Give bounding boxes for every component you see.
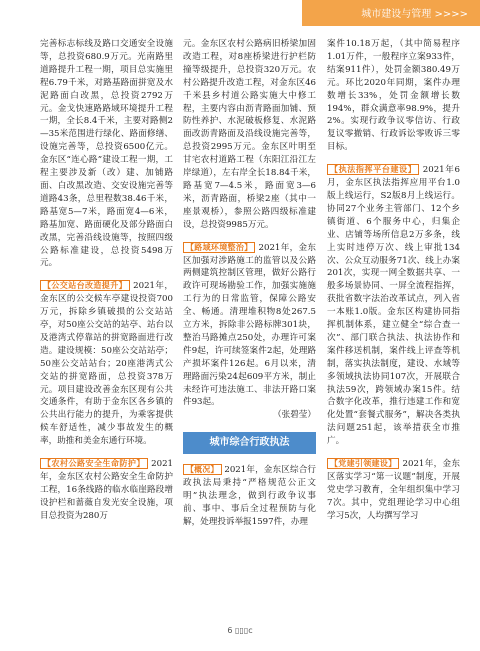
paragraph — [183, 242, 316, 410]
page-footer: 6 ▯▯▯c — [227, 626, 253, 635]
column-2 — [183, 38, 316, 529]
column-1 — [40, 38, 173, 523]
section-title: 【公交站台改造提升】 — [40, 280, 130, 291]
paragraph-text: 2021年6月，金东区执法指挥应用平台1.0版上线运行，S2版8月上线运行。协同27个业务主管部门、12个乡镇街道、6个服务中心，归集企业、店铺等场所信息2万多条，线上实时违停万次、线上审批134次、公众互动服务71次、线上办案201次，实现一网全数据共享、一般多场景协同、一屏全流程指挥，获批省数字法治改革试点，列入省一本账1.0版。金东区构建协同指挥机制体系，建立健全“综合查一次”、部门联合执法、执法协作和案件移送机制，案件线上评查等机制，落实执法制度，建设、水域等多领域执法协同107次，开展联合执法59次，跨领域办案15件。结合数字化改革，推行违建工作和宽化处置“套餐式服务”，解决各类执法问题251起，该举措获全市推广。 — [327, 165, 460, 447]
paragraph: 案件10.18万起，（其中简易程序1.01万件，一般程序立案933件，结案911件），处罚金额380.49万元。环比2020年同期，案件办理数增长33%，处罚金额增长数194%，群众满意率98.9%，提升2%。实现行政争议零信访、行政复议零撤销、行政诉讼零败诉三零目标。 — [327, 39, 460, 153]
paragraph-text: 2021年，金东区农村公路安全生命防护工程，16条线路的临水临崖路段增设护栏和蔷薇自发光安全设施，项目总投资为280万 — [40, 459, 174, 521]
paragraph-text: 2021年，金东区落实学习“第一议题”制度，开展党史学习教育，全年组织集中学习7次。其中，党组理论学习中心组学习5次，人均撰写学习 — [327, 459, 461, 521]
column-3 — [327, 38, 460, 523]
section-banner: 城市综合行政执法 — [183, 432, 316, 454]
section-title: 【执法指挥平台建设】 — [327, 164, 419, 175]
paragraph-text: 2021年，金东区的公交候车亭建设投资700万元，拆除乡镇破损的公交站站亭，对50座公交站的站亭、站台以及港湾式停靠站的拼宽路面进行改造。建设规模：50座公交站站亭；50座公交站站台；20座港湾式公交站的拼宽路面，总投资378万元。项目建设改善金东区现有公共交通条件，有助于金东区各乡镇的公共出行能力的提升，为乘客提供候车舒适性，减少事故发生的概率，助推和美金东通行环境。 — [40, 281, 174, 447]
section-title: 【党建引领建设】 — [327, 458, 399, 469]
section-header-label: 城市建设与管理 >>>> — [361, 9, 468, 20]
section-title: 【路域环境整治】 — [183, 242, 255, 253]
paragraph-text: 2021年，金东区加强对涉路施工的监管以及公路两侧建筑控制区管理，做好公路行政许可现场勘验工作，加强实施施工行为的日常监管，保障公路安全、畅通。清理堆积物8处267.5立方米，拆除非公路标牌301块，整治马路摊点250处，办理许可案件9起，许可续签案件2起，处理路产损坏案件126起。6月以来，清理路面污染24起609平方米，制止未经许可违法施工、非法开路口案件93起。 — [183, 242, 317, 408]
paragraph-text: 2021年，金东区综合行政执法局秉持“严格规范公正文明”执法理念，做到行政争议事前、事中、事后全过程预防与化解，处理投诉举报1597件，办理 — [183, 465, 317, 527]
author-signature: （张碧莹） — [273, 410, 316, 421]
paragraph — [40, 458, 173, 523]
paragraph: 元。金东区农村公路病旧桥梁加固改造工程，对8座桥梁进行护栏防撞等级提升，总投资320万元。农村公路提升改造工程，对金东区46千米县乡村道公路实施大中修工程，主要内容由沥青路面加铺、预防性养护、水泥破板修复、水泥路面改沥青路面及沿线设施完善等，总投资2995万元。金东区叶明至甘宅农村道路工程（东阳江沿江左岸绿道），左右岸全长18.84千米，路基宽7—4.5米，路面宽3—6米，沥青路面，桥梁2座（其中一座景观桥），参照公路四级标准建设，总投资9985万元。 — [183, 39, 316, 230]
paragraph — [40, 280, 173, 448]
paragraph: 完善标志标线及路口交通安全设施等，总投资680.9万元。光南路里道路提升工程一期，项目总实施里程6.79千米，对路基路面拼宽及水泥路面白改黑，总投资2792万元。金戈快速路路域环境提升工程一期，全长8.4千米，主要对路侧2—35米范围进行绿化、路面修缮、设施完善等，总投资6500亿元。金东区“连心路”建设工程一期，工程主要涉及新（改）建、加铺路面、白改黑改造、交安设施完善等道路43条，总里程数38.46千米，路基宽5—7米，路面宽4—6米，路基加宽、路面硬化及部分路面白改黑，完善沿线设施等，按照四级公路标准建设，总投资5498万元。 — [40, 39, 173, 269]
paragraph — [327, 458, 460, 523]
paragraph — [327, 164, 460, 448]
section-title: 【农村公路安全生命防护】 — [40, 458, 148, 469]
section-header-bar — [302, 0, 480, 26]
paragraph — [183, 464, 316, 529]
section-title: 【概况】 — [183, 464, 222, 475]
